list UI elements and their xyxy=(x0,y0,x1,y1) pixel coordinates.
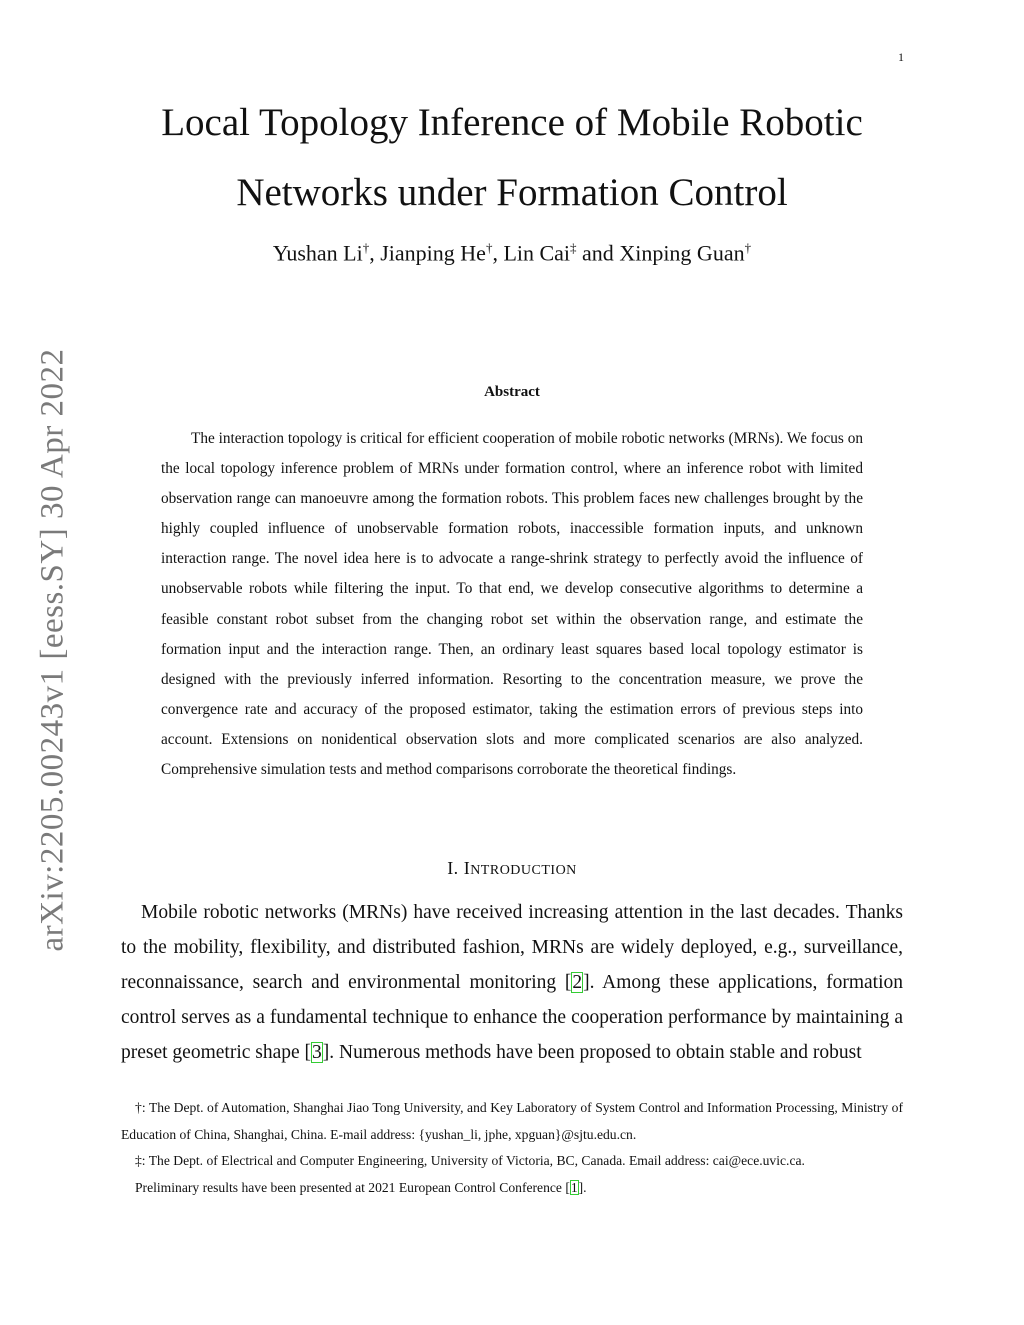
affiliation-mark: ‡ xyxy=(570,240,577,255)
author-separator: and xyxy=(576,240,620,266)
abstract-text: The interaction topology is critical for efficient cooperation of mobile robotic networks (MRNs). We focus on the local topology inference problem of MRNs under formation control, where an inference robot with limited observation range can manoeuvre among the formation robots. This problem faces new challenges brought by the highly coupled influence of unobservable formation robots, inaccessible formation inputs, and unknown interaction range. The novel idea here is to advocate a range-shrink strategy to perfectly avoid the influence of unobservable robots while filtering the input. To that end, we develop consecutive algorithms to determine a feasible constant robot subset from the changing robot set within the observation range, and estimate the formation input and the interaction range. Then, an ordinary least squares based local topology estimator is designed with the previously inferred information. Resorting to the concentration measure, we prove the convergence rate and accuracy of the proposed estimator, taking the estimation errors of previous steps into account. Extensions on nonidentical observation slots and more complicated scenarios are also analyzed. Comprehensive simulation tests and method comparisons corroborate the theoretical findings. xyxy=(161,430,863,779)
footnote-preliminary xyxy=(121,1175,903,1202)
affiliation-mark: † xyxy=(485,240,493,255)
footnote-affiliation-2: ‡: The Dept. of Electrical and Computer Engineering, University of Victoria, BC, Canada. Email address: cai@ece.uvic.ca. xyxy=(135,1153,805,1168)
intro-text-part-3: ]. Numerous methods have been proposed to obtain stable and robust xyxy=(322,1042,862,1063)
arxiv-side-stamp: arXiv:2205.00243v1 [eess.SY] 30 Apr 2022 xyxy=(34,348,71,952)
footnote-affiliation-1: †: The Dept. of Automation, Shanghai Jiao Tong University, and Key Laboratory of System Control and Information Processing, Ministry of Education of China, Shanghai, China. E-mail address: {yushan_li, jphe, xpguan}@sjtu.edu.cn. xyxy=(121,1100,903,1142)
author-separator: , xyxy=(492,240,504,266)
citation-link[interactable]: 1 xyxy=(570,1179,578,1195)
author-name: Xinping Guan xyxy=(619,240,745,266)
author-separator: , xyxy=(369,240,381,266)
intro-text-part-2: ]. Among these applications, formation control serves as a fundamental technique to enhance the cooperation performance by maintaining a preset geometric shape [ xyxy=(121,972,903,1063)
author-name: Jianping He xyxy=(380,240,486,266)
citation-link[interactable]: 2 xyxy=(572,972,583,993)
citation-link[interactable]: 3 xyxy=(312,1042,322,1063)
author-name: Yushan Li xyxy=(272,240,363,266)
abstract-heading: Abstract xyxy=(484,384,540,400)
footnote-text-part-2: ]. xyxy=(578,1179,587,1195)
footnotes xyxy=(121,1095,903,1201)
section-heading-introduction xyxy=(0,858,1024,879)
affiliation-mark: † xyxy=(362,240,370,255)
section-initial: I xyxy=(463,858,471,878)
intro-text-part-1: Mobile robotic networks (MRNs) have received increasing attention in the last decades. Thanks to the mobility, flexibility, and distributed fashion, MRNs are widely deployed, e.g., surveillance, reconnaissance, search and environmental monitoring [ xyxy=(121,902,903,993)
paper-title xyxy=(0,88,1024,228)
introduction-paragraph xyxy=(121,895,903,1070)
footnote-text-part-1: Preliminary results have been presented at 2021 European Control Conference [ xyxy=(135,1179,570,1195)
title-line-1: Local Topology Inference of Mobile Robotic xyxy=(161,101,863,144)
title-line-2: Networks under Formation Control xyxy=(236,171,788,214)
author-list xyxy=(0,240,1024,266)
section-numeral: I. xyxy=(447,858,459,878)
author-name: Lin Cai xyxy=(503,240,571,266)
section-title-rest: NTRODUCTION xyxy=(470,863,577,878)
page-number: 1 xyxy=(898,50,904,64)
affiliation-mark: † xyxy=(744,240,752,255)
